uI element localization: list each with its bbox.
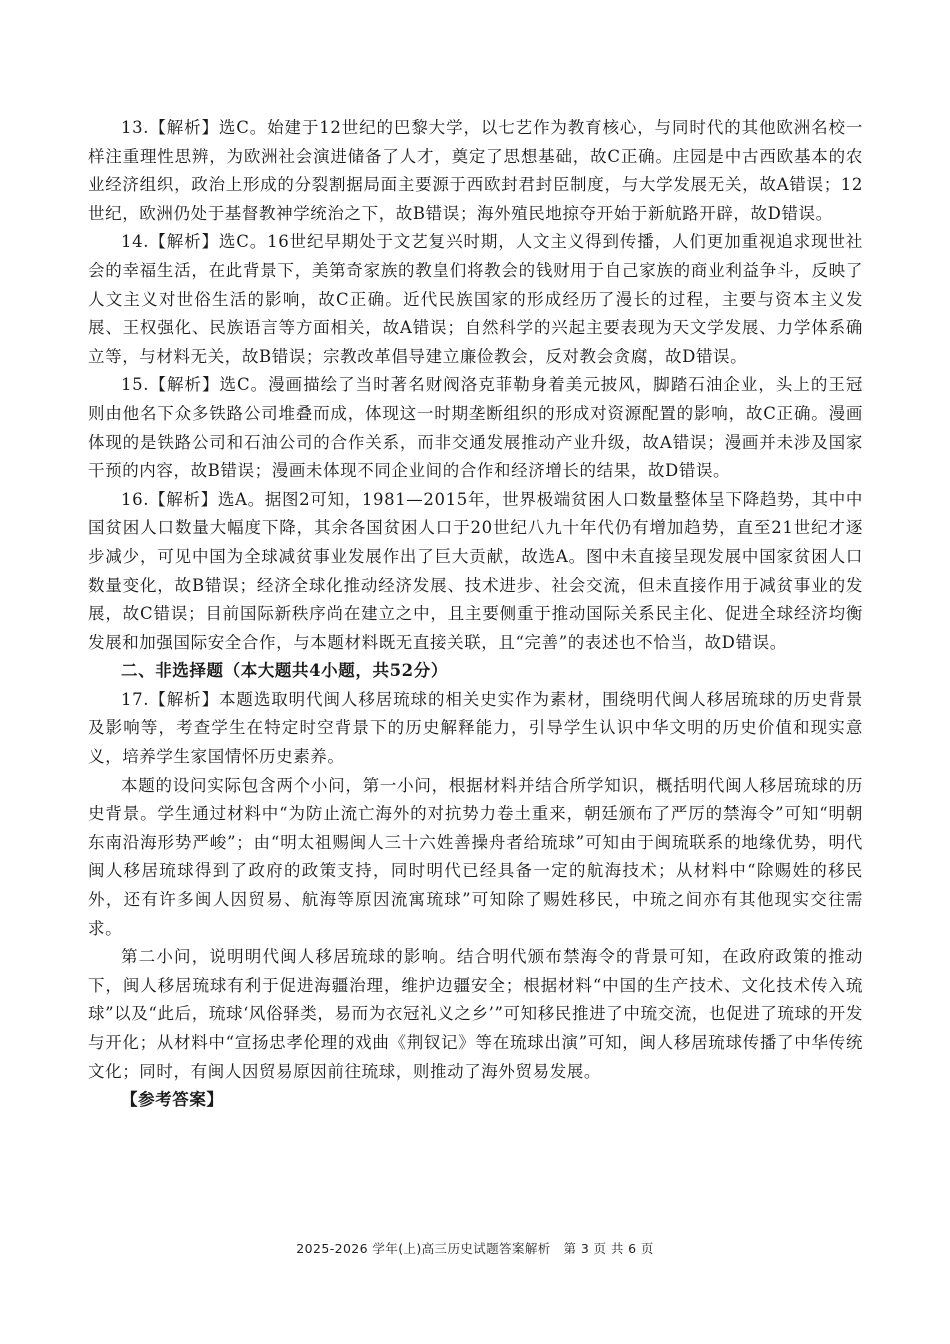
analysis-q17-part2: 第二小问，说明明代闽人移居琉球的影响。结合明代颁布禁海令的背景可知，在政府政策的推动下，闽人移居琉球有利于促进海疆治理，维护边疆安全；根据材料“中国的生产技术、文化技术传入琉球”以及“此后，琉球‘风俗驿类，易而为衣冠礼义之乡’”可知移民推进了中琉交流，也促进了琉球的开发与开化；从材料中“宣扬忠孝伦理的戏曲《荆钗记》等在琉球出演”可知，闽人移居琉球传播了中华传统文化；同时，有闽人因贸易原因前往琉球，则推动了海外贸易发展。 bbox=[88, 947, 863, 1081]
analysis-q13: 13.【解析】选C。始建于12世纪的巴黎大学，以七艺作为教育核心，与同时代的其他欧洲名校一样注重理性思辨，为欧洲社会演进储备了人才，奠定了思想基础，故C正确。庄园是中古西欧基本的农业经济组织，政治上形成的分裂割据局面主要源于西欧封君封臣制度，与大学发展无关，故A错误；12世纪，欧洲仍处于基督教神学统治之下，故B错误；海外殖民地掠夺开始于新航路开辟，故D错误。 bbox=[88, 118, 863, 223]
analysis-q14: 14.【解析】选C。16世纪早期处于文艺复兴时期，人文主义得到传播，人们更加重视追求现世社会的幸福生活，在此背景下，美第奇家族的教皇们将教会的钱财用于自己家族的商业利益争斗，反映了人文主义对世俗生活的影响，故C正确。近代民族国家的形成经历了漫长的过程，主要与资本主义发展、王权强化、民族语言等方面相关，故A错误；自然科学的兴起主要表现为天文学发展、力学体系确立等，与材料无关，故B错误；宗教改革倡导建立廉俭教会，反对教会贪腐，故D错误。 bbox=[88, 232, 863, 366]
reference-answer-heading: 【参考答案】 bbox=[121, 1090, 224, 1110]
page-body bbox=[88, 114, 863, 1115]
analysis-q17-part1: 本题的设问实际包含两个小问，第一小问，根据材料并结合所学知识，概括明代闽人移居琉球的历史背景。学生通过材料中“为防止流亡海外的对抗势力卷土重来，朝廷颁布了严厉的禁海令”可知“明朝东南沿海形势严峻”；由“明太祖赐闽人三十六姓善操舟者给琉球”可知由于闽琉联系的地缘优势，明代闽人移居琉球得到了政府的政策支持，同时明代已经具备一定的航海技术；从材料中“除赐姓的移民外，还有许多闽人因贸易、航海等原因流寓琉球”可知除了赐姓移民，中琉之间亦有其他现实交往需求。 bbox=[88, 775, 863, 938]
analysis-q17-intro: 17.【解析】本题选取明代闽人移居琉球的相关史实作为素材，围绕明代闽人移居琉球的历史背景及影响等，考查学生在特定时空背景下的历史解释能力，引导学生认识中华文明的历史价值和现实意义，培养学生家国情怀历史素养。 bbox=[88, 689, 863, 767]
analysis-q15: 15.【解析】选C。漫画描绘了当时著名财阀洛克菲勒身着美元披风，脚踏石油企业，头上的王冠则由他名下众多铁路公司堆叠而成，体现这一时期垄断组织的形成对资源配置的影响，故C正确。漫画体现的是铁路公司和石油公司的合作关系，而非交通发展推动产业升级，故A错误；漫画并未涉及国家干预的内容，故B错误；漫画未体现不同企业间的合作和经济增长的结果，故D错误。 bbox=[88, 375, 863, 481]
page-footer: 2025-2026 学年(上)高三历史试题答案解析 第 3 页 共 6 页 bbox=[296, 1241, 654, 1256]
section-heading: 二、非选择题（本大题共4小题，共52分） bbox=[121, 661, 448, 681]
analysis-q16: 16.【解析】选A。据图2可知，1981—2015年，世界极端贫困人口数量整体呈下降趋势，其中中国贫困人口数量大幅度下降，其余各国贫困人口于20世纪八九十年代仍有增加趋势，直至21世纪才逐步减少，可见中国为全球减贫事业发展作出了巨大贡献，故选A。图中未直接呈现发展中国家贫困人口数量变化，故B错误；经济全球化推动经济发展、技术进步、社会交流，但未直接作用于减贫事业的发展，故C错误；目前国际新秩序尚在建立之中，且主要侧重于推动国际关系民主化、促进全球经济均衡发展和加强国际安全合作，与本题材料既无直接关联，且“完善”的表述也不恰当，故D错误。 bbox=[88, 489, 863, 652]
